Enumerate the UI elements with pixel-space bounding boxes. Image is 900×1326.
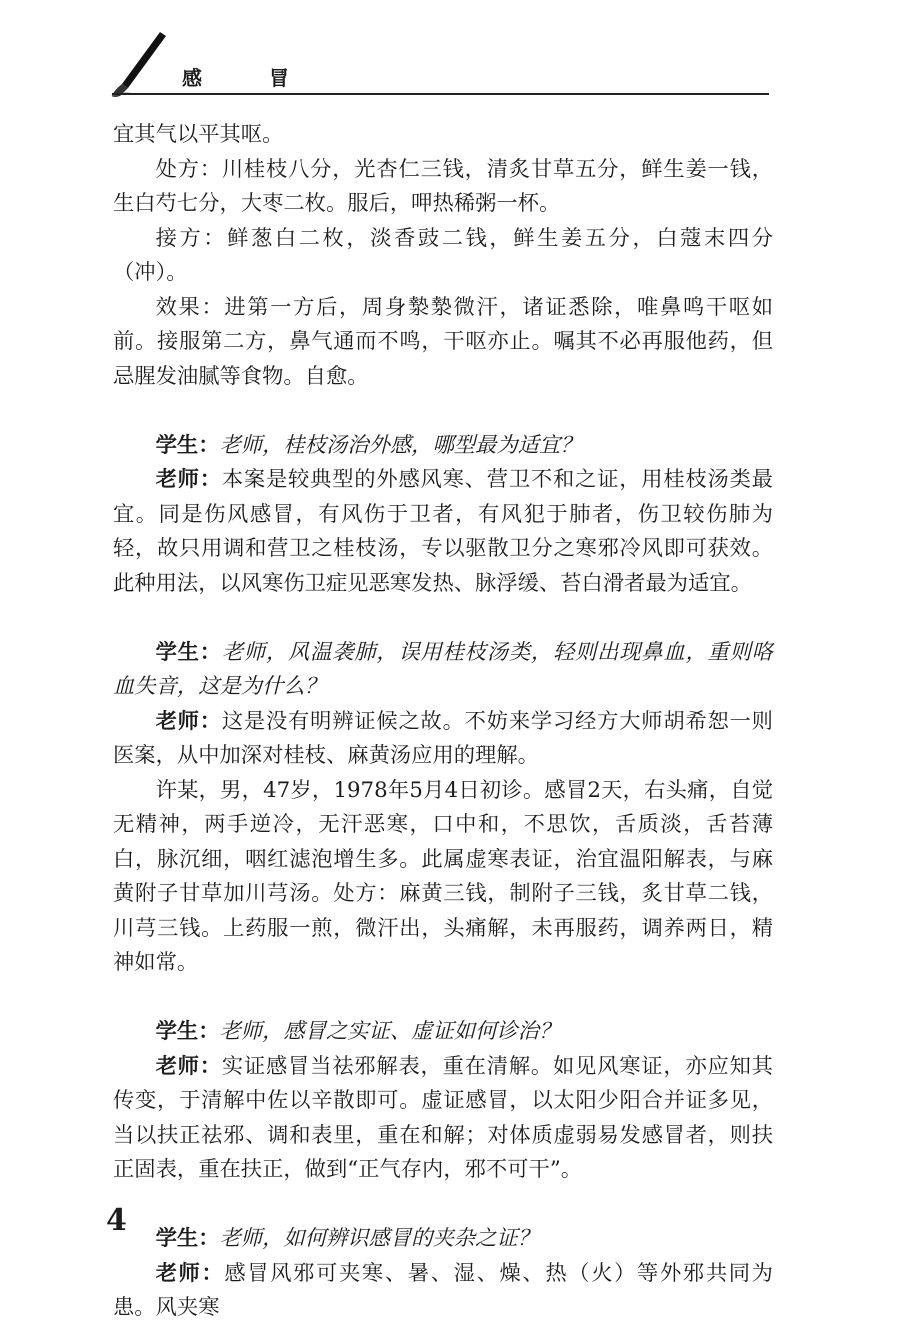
answer-text: 这是没有明辨证候之故。不妨来学习经方大师胡希恕一则医案，从中加深对桂枝、麻黄汤应用的理解。: [113, 708, 773, 768]
student-question: [113, 429, 773, 464]
student-label: 学生：: [155, 1226, 220, 1251]
teacher-label: 老师：: [155, 1053, 222, 1079]
running-header: [0, 0, 900, 110]
header-title: 感 冒: [182, 66, 319, 90]
section-gap: [113, 601, 773, 636]
section-gap: [113, 1188, 773, 1223]
teacher-answer: [113, 463, 773, 601]
teacher-label: 老师：: [155, 467, 222, 492]
continued-paragraph: 宜其气以平其呕。: [113, 122, 284, 147]
student-question: [113, 1222, 773, 1257]
student-label: 学生：: [155, 1019, 220, 1044]
student-question: [113, 1015, 773, 1050]
body-paragraph: 接方：鲜葱白二枚，淡香豉二钱，鲜生姜五分，白蔻末四分（冲）。: [113, 225, 773, 285]
page-body: [113, 118, 773, 1326]
body-paragraph: 处方：川桂枝八分，光杏仁三钱，清炙甘草五分，鲜生姜一钱，生白芍七分，大枣二枚。服后，呷热稀粥一杯。: [113, 156, 773, 216]
question-text: 老师，如何辨识感冒的夹杂之证？: [219, 1226, 539, 1251]
teacher-label: 老师：: [155, 708, 222, 734]
answer-text: 本案是较典型的外感风寒、营卫不和之证，用桂枝汤类最宜。同是伤风感冒，有风伤于卫者，有风犯于肺者，伤卫较伤肺为轻，故只用调和营卫之桂枝汤，专以驱散卫分之寒邪冷风即可获效。此种用法，以风寒伤卫症见恶寒发热、脉浮缓、苔白滑者最为适宜。: [113, 467, 773, 596]
answer-text: 感冒风邪可夹寒、暑、湿、燥、热（火）等外邪共同为患。风夹寒: [113, 1260, 773, 1320]
teacher-answer: [113, 1050, 773, 1188]
body-paragraph: 许某，男，47岁，1978年5月4日初诊。感冒2天，右头痛，自觉无精神，两手逆冷，无汗恶寒，口中和，不思饮，舌质淡，舌苔薄白，脉沉细，咽红滤泡增生多。此属虚寒表证，治宜温阳解表，与麻黄附子甘草加川芎汤。处方：麻黄三钱，制附子三钱，炙甘草二钱，川芎三钱。上药服一煎，微汗出，头痛解，未再服药，调养两日，精神如常。: [113, 777, 773, 975]
section-gap: [113, 394, 773, 429]
student-label: 学生：: [155, 432, 220, 458]
teacher-answer: [113, 1257, 773, 1326]
student-question: [113, 636, 773, 705]
page-number: 4: [106, 1203, 127, 1238]
calligraphy-brush-icon: [108, 30, 178, 100]
question-text: 老师，风温袭肺，误用桂枝汤类，轻则出现鼻血，重则咯血失音，这是为什么？: [113, 639, 773, 699]
teacher-answer: [113, 705, 773, 774]
section-gap: [113, 981, 773, 1016]
header-rule: [112, 93, 769, 95]
answer-text: 实证感冒当祛邪解表，重在清解。如见风寒证，亦应知其传变，于清解中佐以辛散即可。虚证感冒，以太阳少阳合并证多见，当以扶正祛邪、调和表里，重在和解；对体质虚弱易发感冒者，则扶正固表，重在扶正，做到“正气存内，邪不可干”。: [113, 1053, 773, 1182]
student-label: 学生：: [155, 639, 222, 665]
question-text: 老师，感冒之实证、虚证如何诊治？: [219, 1019, 561, 1044]
body-paragraph: 效果：进第一方后，周身漐漐微汗，诸证悉除，唯鼻鸣干呕如前。接服第二方，鼻气通而不鸣，干呕亦止。嘱其不必再服他药，但忌腥发油腻等食物。自愈。: [113, 294, 773, 389]
teacher-label: 老师：: [155, 1260, 225, 1286]
question-text: 老师，桂枝汤治外感，哪型最为适宜？: [219, 432, 582, 458]
